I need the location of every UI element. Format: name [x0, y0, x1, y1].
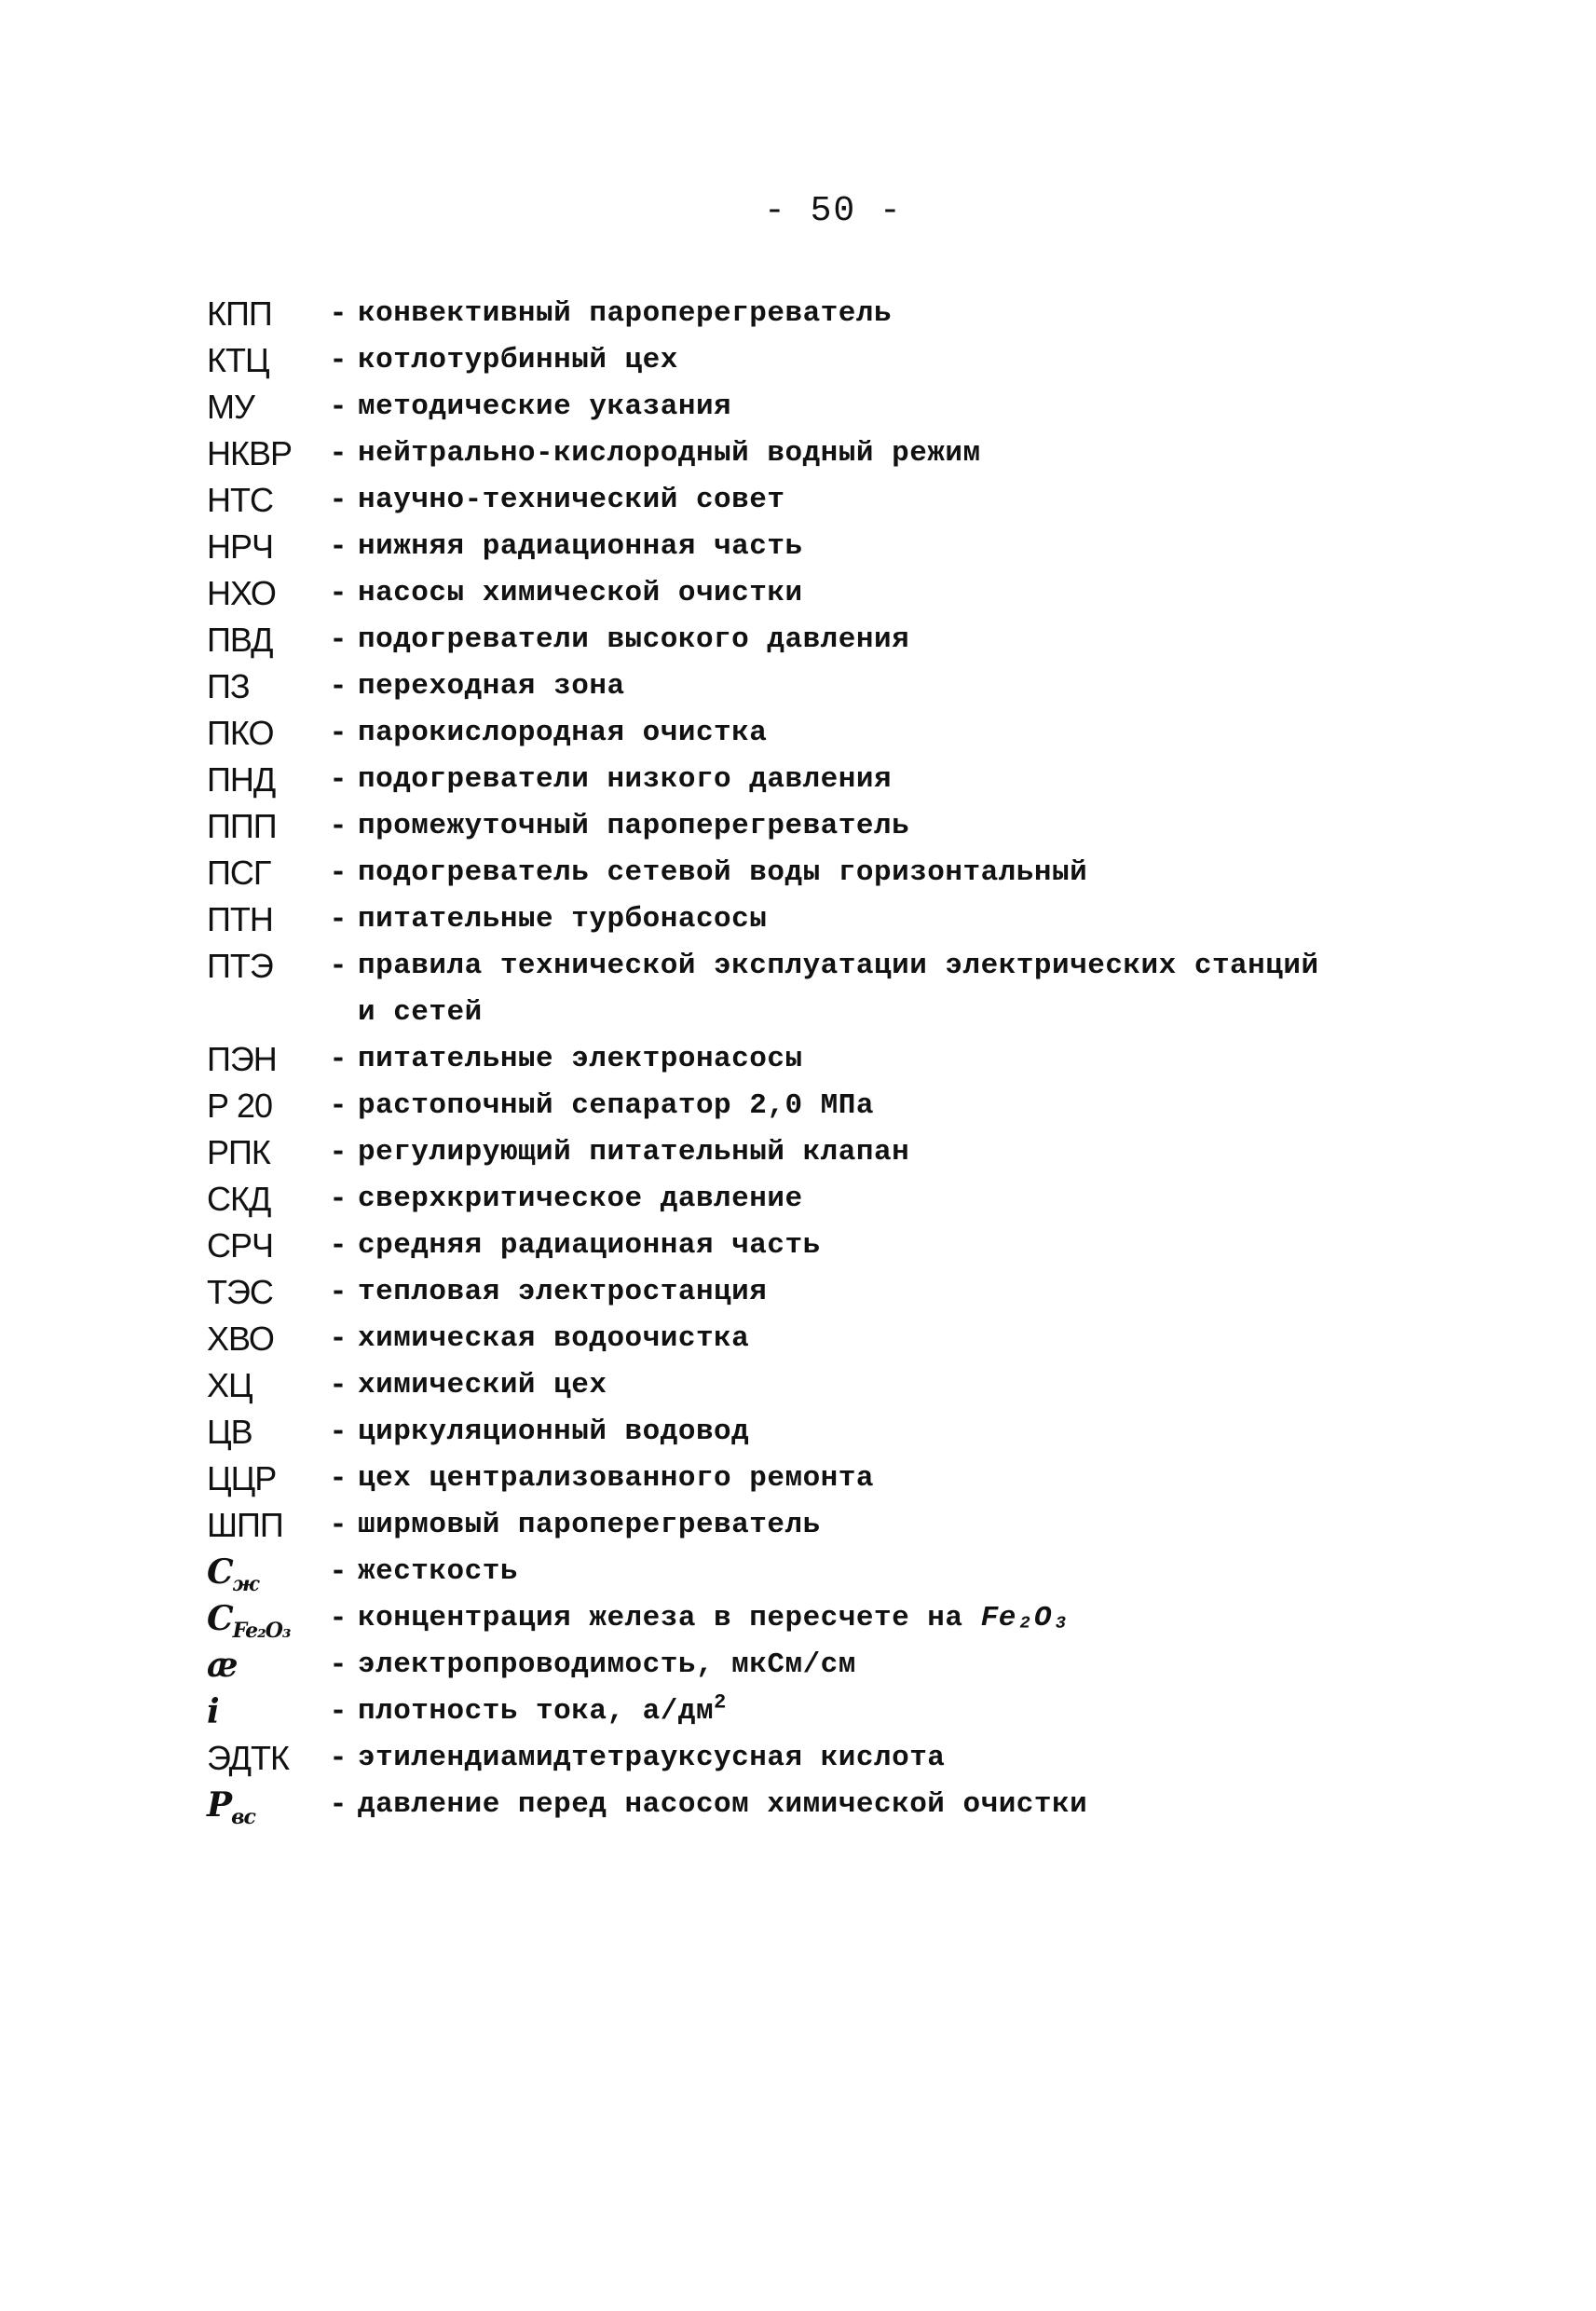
list-item [207, 896, 1530, 943]
list-item [207, 1316, 1530, 1362]
separator-dash: - [329, 1554, 348, 1589]
definition: регулирующий питательный клапан [358, 1136, 910, 1169]
definition: питательные электронасосы [358, 1043, 803, 1075]
list-item [207, 291, 1530, 337]
list-item [207, 617, 1530, 663]
definition: растопочный сепаратор 2,0 МПа [358, 1089, 874, 1122]
definition-line-continued: и сетей [358, 996, 483, 1029]
abbreviation: ПЗ [207, 667, 250, 705]
abbreviation: НТС [207, 481, 273, 519]
abbreviation: ПВД [207, 621, 273, 659]
symbol-conductivity: æ [207, 1646, 238, 1685]
abbreviation-list [207, 291, 1530, 1828]
list-item [207, 710, 1530, 757]
definition: циркуляционный водовод [358, 1415, 750, 1448]
list-item [207, 431, 1530, 477]
definition: тепловая электростанция [358, 1276, 768, 1308]
definition: научно-технический совет [358, 484, 785, 516]
list-item [207, 1083, 1530, 1129]
symbol-item-current-density [207, 1689, 1530, 1735]
separator-dash: - [329, 483, 348, 517]
definition: этилендиамидтетрауксусная кислота [358, 1742, 946, 1774]
abbreviation: ШПП [207, 1506, 283, 1544]
symbol-item-iron [207, 1595, 1530, 1642]
abbreviation: ПТН [207, 900, 273, 938]
list-item [207, 570, 1530, 617]
formula: Fe₂O₃ [980, 1602, 1071, 1634]
separator-dash: - [329, 762, 348, 797]
list-item [207, 477, 1530, 524]
separator-dash: - [329, 1461, 348, 1496]
list-item [207, 1502, 1530, 1549]
definition [358, 943, 1319, 1036]
list-item [207, 1269, 1530, 1316]
separator-dash: - [329, 1042, 348, 1076]
definition: давление перед насосом химической очистки [358, 1788, 1088, 1821]
abbreviation: ХЦ [207, 1366, 252, 1404]
definition: сверхкритическое давление [358, 1183, 803, 1215]
separator-dash: - [329, 622, 348, 657]
separator-dash: - [329, 1601, 348, 1635]
separator-dash: - [329, 669, 348, 704]
abbreviation: НКВР [207, 434, 292, 472]
abbreviation: РПК [207, 1133, 270, 1171]
list-item [207, 1409, 1530, 1456]
symbol-hardness: $C_ж$ [207, 1552, 259, 1597]
definition: ширмовый пароперегреватель [358, 1509, 821, 1541]
symbol-item-edta [207, 1735, 1530, 1782]
definition: нейтрально-кислородный водный режим [358, 437, 981, 470]
list-item [207, 1223, 1530, 1269]
list-item [207, 1176, 1530, 1223]
page-number: - 50 - [764, 191, 903, 231]
definition: промежуточный пароперегреватель [358, 810, 910, 842]
abbreviation: ЭДТК [207, 1739, 290, 1777]
separator-dash: - [329, 529, 348, 564]
separator-dash: - [329, 855, 348, 890]
list-item [207, 524, 1530, 570]
abbreviation: ЦЦР [207, 1459, 277, 1497]
separator-dash: - [329, 1787, 348, 1822]
abbreviation: ПКО [207, 714, 274, 752]
separator-dash: - [329, 1182, 348, 1216]
abbreviation: СКД [207, 1180, 271, 1218]
definition: насосы химической очистки [358, 577, 803, 609]
list-item [207, 803, 1530, 850]
symbol-item-conductivity [207, 1642, 1530, 1689]
list-item [207, 943, 1530, 1036]
symbol-item-pressure [207, 1782, 1530, 1828]
separator-dash: - [329, 1275, 348, 1309]
abbreviation: КТЦ [207, 341, 269, 379]
separator-dash: - [329, 1415, 348, 1449]
definition: химическая водоочистка [358, 1322, 750, 1355]
separator-dash: - [329, 1368, 348, 1402]
separator-dash: - [329, 1321, 348, 1356]
abbreviation: ПТЭ [207, 947, 273, 985]
definition: методические указания [358, 390, 732, 423]
separator-dash: - [329, 716, 348, 750]
abbreviation: ППП [207, 807, 277, 845]
abbreviation: МУ [207, 388, 254, 426]
abbreviation: Р 20 [207, 1087, 273, 1125]
abbreviation: ТЭС [207, 1273, 273, 1311]
separator-dash: - [329, 1508, 348, 1542]
separator-dash: - [329, 343, 348, 377]
separator-dash: - [329, 949, 348, 983]
definition: подогреватель сетевой воды горизонтальный [358, 856, 1088, 889]
list-item [207, 1362, 1530, 1409]
list-item [207, 337, 1530, 384]
abbreviation: НРЧ [207, 527, 274, 566]
separator-dash: - [329, 809, 348, 843]
list-item [207, 384, 1530, 431]
definition-line: правила технической эксплуатации электрических станций [358, 950, 1319, 982]
separator-dash: - [329, 576, 348, 610]
definition: нижняя радиационная часть [358, 530, 803, 563]
definition: котлотурбинный цех [358, 344, 678, 376]
definition: концентрация железа в пересчете на Fe₂O₃ [358, 1602, 1071, 1634]
separator-dash: - [329, 1135, 348, 1169]
definition: парокислородная очистка [358, 717, 768, 749]
abbreviation: КПП [207, 294, 272, 333]
definition: плотность тока, $а/дм^2$ [358, 1690, 727, 1728]
abbreviation: ПЭН [207, 1040, 277, 1078]
definition: конвективный пароперегреватель [358, 297, 893, 330]
abbreviation: ЦВ [207, 1413, 252, 1451]
definition: электропроводимость, мкСм/см [358, 1648, 856, 1681]
abbreviation: ПНД [207, 760, 276, 799]
symbol-iron-concentration: $C_{Fe_2O_3}$ [207, 1599, 291, 1644]
symbol-pressure: $P_{вс}$ [207, 1785, 255, 1830]
list-item [207, 1036, 1530, 1083]
definition: подогреватели высокого давления [358, 623, 910, 656]
list-item [207, 1129, 1530, 1176]
list-item [207, 850, 1530, 896]
separator-dash: - [329, 902, 348, 937]
list-item [207, 757, 1530, 803]
abbreviation: НХО [207, 574, 276, 612]
abbreviation: СРЧ [207, 1226, 274, 1265]
symbol-current-density: i [207, 1692, 219, 1731]
list-item [207, 1456, 1530, 1502]
separator-dash: - [329, 1648, 348, 1682]
definition: питательные турбонасосы [358, 903, 768, 936]
definition: переходная зона [358, 670, 625, 703]
separator-dash: - [329, 1228, 348, 1263]
separator-dash: - [329, 390, 348, 424]
list-item [207, 663, 1530, 710]
definition: средняя радиационная часть [358, 1229, 821, 1262]
separator-dash: - [329, 436, 348, 471]
separator-dash: - [329, 1694, 348, 1729]
symbol-item-hardness [207, 1549, 1530, 1595]
abbreviation: ПСГ [207, 854, 271, 892]
definition: цех централизованного ремонта [358, 1462, 874, 1495]
separator-dash: - [329, 1741, 348, 1775]
separator-dash: - [329, 296, 348, 331]
abbreviation: ХВО [207, 1320, 274, 1358]
definition: жесткость [358, 1555, 518, 1588]
separator-dash: - [329, 1088, 348, 1123]
definition: подогреватели низкого давления [358, 763, 893, 796]
definition: химический цех [358, 1369, 607, 1402]
